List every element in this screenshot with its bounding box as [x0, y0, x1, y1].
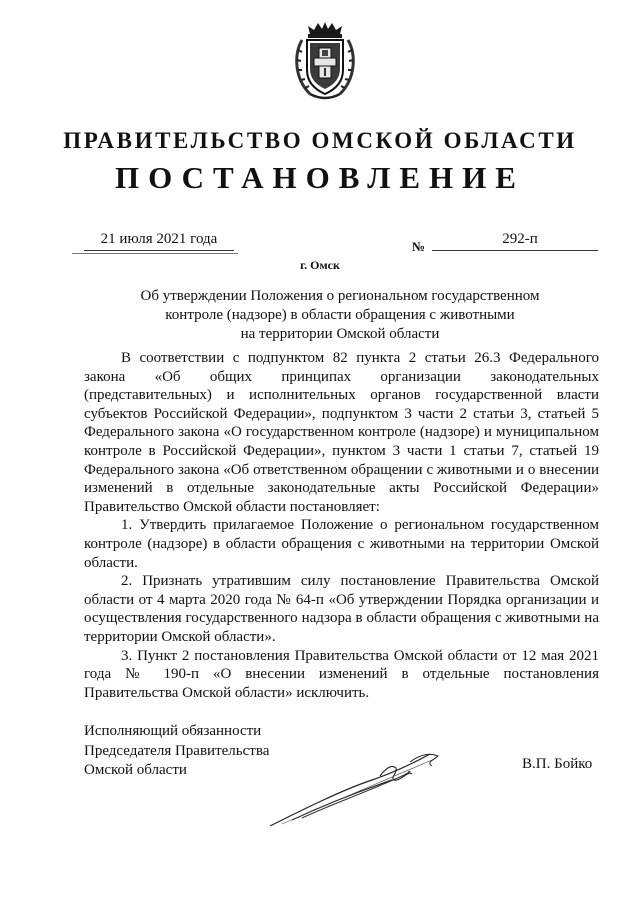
number-field: [432, 230, 598, 251]
date-underline: [84, 250, 234, 251]
number-sign: №: [412, 239, 426, 254]
handwritten-signature: [262, 740, 462, 832]
document-date: 21 июля 2021 года: [100, 231, 218, 247]
document-body: [84, 349, 599, 702]
government-title: ПРАВИТЕЛЬСТВО ОМСКОЙ ОБЛАСТИ: [63, 128, 577, 153]
signatory-name: В.П. Бойко: [522, 756, 593, 772]
preamble-paragraph: В соответствии с подпунктом 82 пункта 2 статьи 26.3 Федерального закона «Об общих принципах организации законодательных (представительных) и исполнительных органов государственной власти субъектов Российской Федерации», подпунктом 3 части 2 статьи 3, статьей 5 Федерального закона «О государственном контроле (надзоре) и муниципальном контроле в Российской Федерации», пунктом 3 части 1 статьи 7, статьей 19 Федерального закона «Об ответственном обращении с животными и о внесении изменений в отдельные законодательные акты Российской Федерации» Правительство Омской области постановляет:: [84, 350, 599, 515]
clause-1: 1. Утвердить прилагаемое Положение о региональном государственном контроле (надзоре) в области обращения с животными на территории Омской области.: [84, 517, 599, 571]
clause-2: 2. Признать утратившим силу постановление Правительства Омской области от 4 марта 2020 года № 64-п «Об утверждении Порядка организации и осуществления государственного надзора в области обращения с животными на территории Омской области».: [84, 573, 599, 645]
document-subject: [120, 287, 560, 344]
clause-3: 3. Пункт 2 постановления Правительства Омской области от 12 мая 2021 года № 190-п «О внесении изменений в отдельные постановления Правительства Омской области» исключить.: [84, 647, 599, 701]
number-underline: [432, 250, 598, 251]
subject-line: Об утверждении Положения о региональном государственном: [140, 288, 540, 304]
document-number: 292-п: [502, 231, 538, 247]
signatory-role-line: Председателя Правительства: [84, 742, 270, 759]
signatory-role-line: Омской области: [84, 762, 187, 778]
subject-line: на территории Омской области: [240, 326, 440, 342]
date-field: [84, 230, 234, 254]
coat-of-arms-icon: [292, 20, 358, 102]
signatory-role-line: Исполняющий обязанности: [84, 723, 262, 739]
subject-line: контроле (надзоре) в области обращения с животными: [165, 307, 515, 323]
document-type: ПОСТАНОВЛЕНИЕ: [115, 160, 525, 195]
city: г. Омск: [300, 258, 340, 272]
date-underline-secondary: [72, 253, 238, 254]
